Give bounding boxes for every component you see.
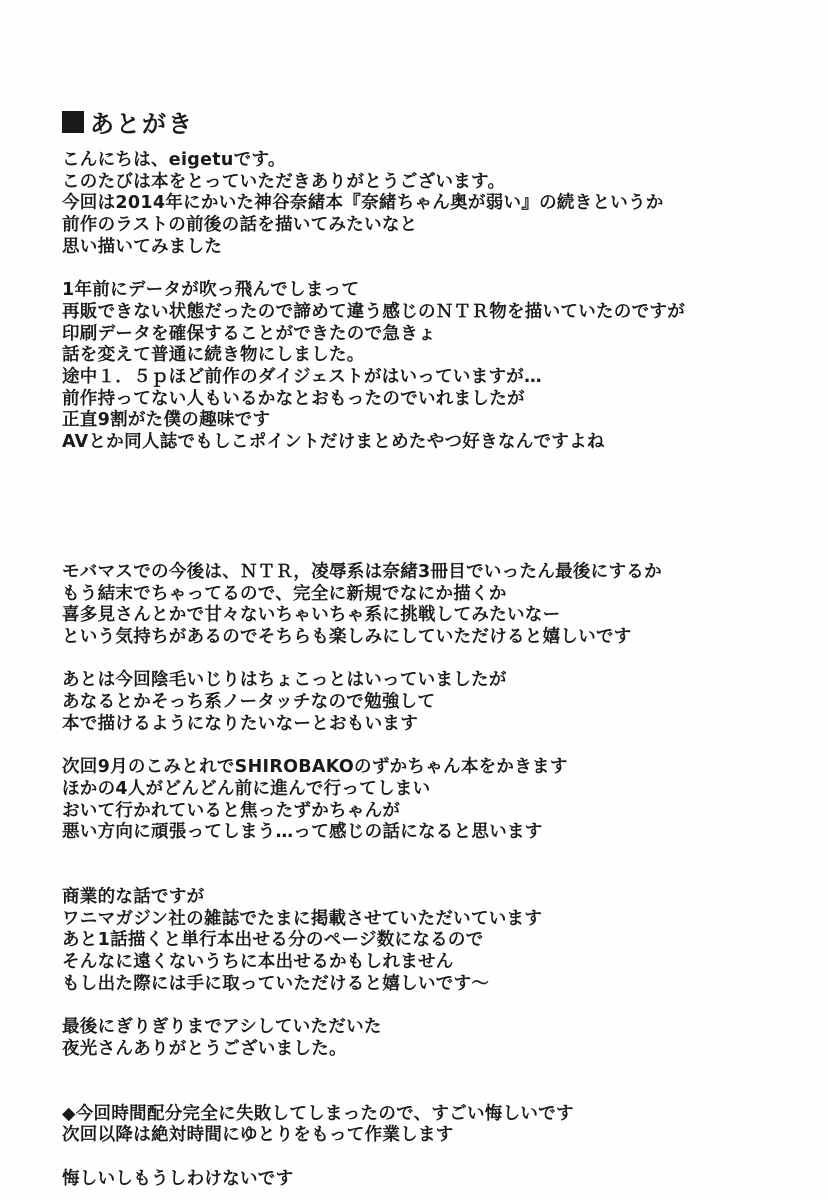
text-line: 印刷データを確保することができたので急きょ	[62, 323, 436, 344]
text-line: ほかの4人がどんどん前に進んで行ってしまい	[62, 778, 431, 799]
text-line: おいて行かれていると焦ったずかちゃんが	[62, 800, 401, 821]
afterword-title: あとがき	[90, 110, 194, 138]
text-line: 喜多見さんとかで甘々ないちゃいちゃ系に挑戦してみたいなー	[62, 605, 561, 626]
text-line: 思い描いてみました	[62, 236, 223, 257]
text-line: 次回以降は絶対時間にゆとりをもって作業します	[62, 1125, 454, 1146]
paragraph-data-loss	[62, 280, 802, 454]
text-line: 商業的な話ですが	[62, 886, 205, 907]
text-line: 本で描けるようになりたいなーとおもいます	[62, 713, 418, 734]
text-line: AVとか同人誌でもしこポイントだけまとめたやつ好きなんですよね	[62, 432, 605, 453]
text-line: 再販できない状態だったので諦めて違う感じのＮＴＲ物を描いていたのですが	[62, 301, 685, 322]
text-line: このたびは本をとっていただきありがとうございます。	[62, 171, 506, 192]
paragraph-next-event	[62, 757, 802, 844]
text-line: 今回は2014年にかいた神谷奈緒本『奈緒ちゃん奥が弱い』の続きというか	[62, 193, 664, 214]
text-line: 前作のラストの前後の話を描いてみたいなと	[62, 215, 418, 236]
paragraph-future-plans	[62, 562, 802, 649]
text-line: こんにちは、eigetuです。	[62, 150, 286, 170]
text-line: 正直9割がた僕の趣味です	[62, 410, 271, 431]
text-line: 途中１．５ｐほど前作のダイジェストがはいっていますが…	[62, 367, 542, 388]
text-line: 話を変えて普通に続き物にしました。	[62, 345, 365, 366]
text-line: 最後にぎりぎりまでアシしていただいた	[62, 1017, 382, 1038]
text-line: 悪い方向に頑張ってしまう…って感じの話になると思います	[62, 822, 543, 843]
text-line: もし出た際には手に取っていただけると嬉しいです～	[62, 973, 490, 994]
paragraph-study	[62, 670, 802, 735]
text-line: そんなに遠くないうちに本出せるかもしれません	[62, 952, 454, 973]
text-line: あとは今回陰毛いじりはちょこっとはいっていましたが	[62, 670, 507, 691]
paragraph-regret	[62, 1104, 802, 1147]
paragraph-thanks	[62, 1017, 802, 1060]
text-line: 悔しいしもうしわけないです	[62, 1168, 294, 1189]
text-line: もう結末でちゃってるので、完全に新規でなにか描くか	[62, 583, 507, 604]
text-line: 夜光さんありがとうございました。	[62, 1038, 347, 1059]
paragraph-greeting	[62, 150, 802, 259]
text-line: ◆今回時間配分完全に失敗してしまったので、すごい悔しいです	[62, 1103, 574, 1124]
black-square-icon	[62, 111, 84, 133]
text-line: 前作持ってない人もいるかなとおもったのでいれましたが	[62, 388, 525, 409]
afterword-body	[62, 150, 802, 1190]
paragraph-commercial	[62, 887, 802, 996]
text-line: モバマスでの今後は、ＮＴＲ，凌辱系は奈緒3冊目でいったん最後にするか	[62, 561, 662, 582]
text-line: 次回9月のこみとれでSHIROBAKOのずかちゃん本をかきます	[62, 757, 568, 778]
afterword-heading	[62, 104, 194, 139]
text-line: という気持ちがあるのでそちらも楽しみにしていただけると嬉しいです	[62, 626, 632, 647]
paragraph-apology	[62, 1169, 802, 1191]
text-line: ワニマガジン社の雑誌でたまに掲載させていただいています	[62, 908, 543, 929]
text-line: 1年前にデータが吹っ飛んでしまって	[62, 280, 360, 301]
text-line: あと1話描くと単行本出せる分のページ数になるので	[62, 930, 484, 951]
text-line: あなるとかそっち系ノータッチなので勉強して	[62, 692, 436, 713]
